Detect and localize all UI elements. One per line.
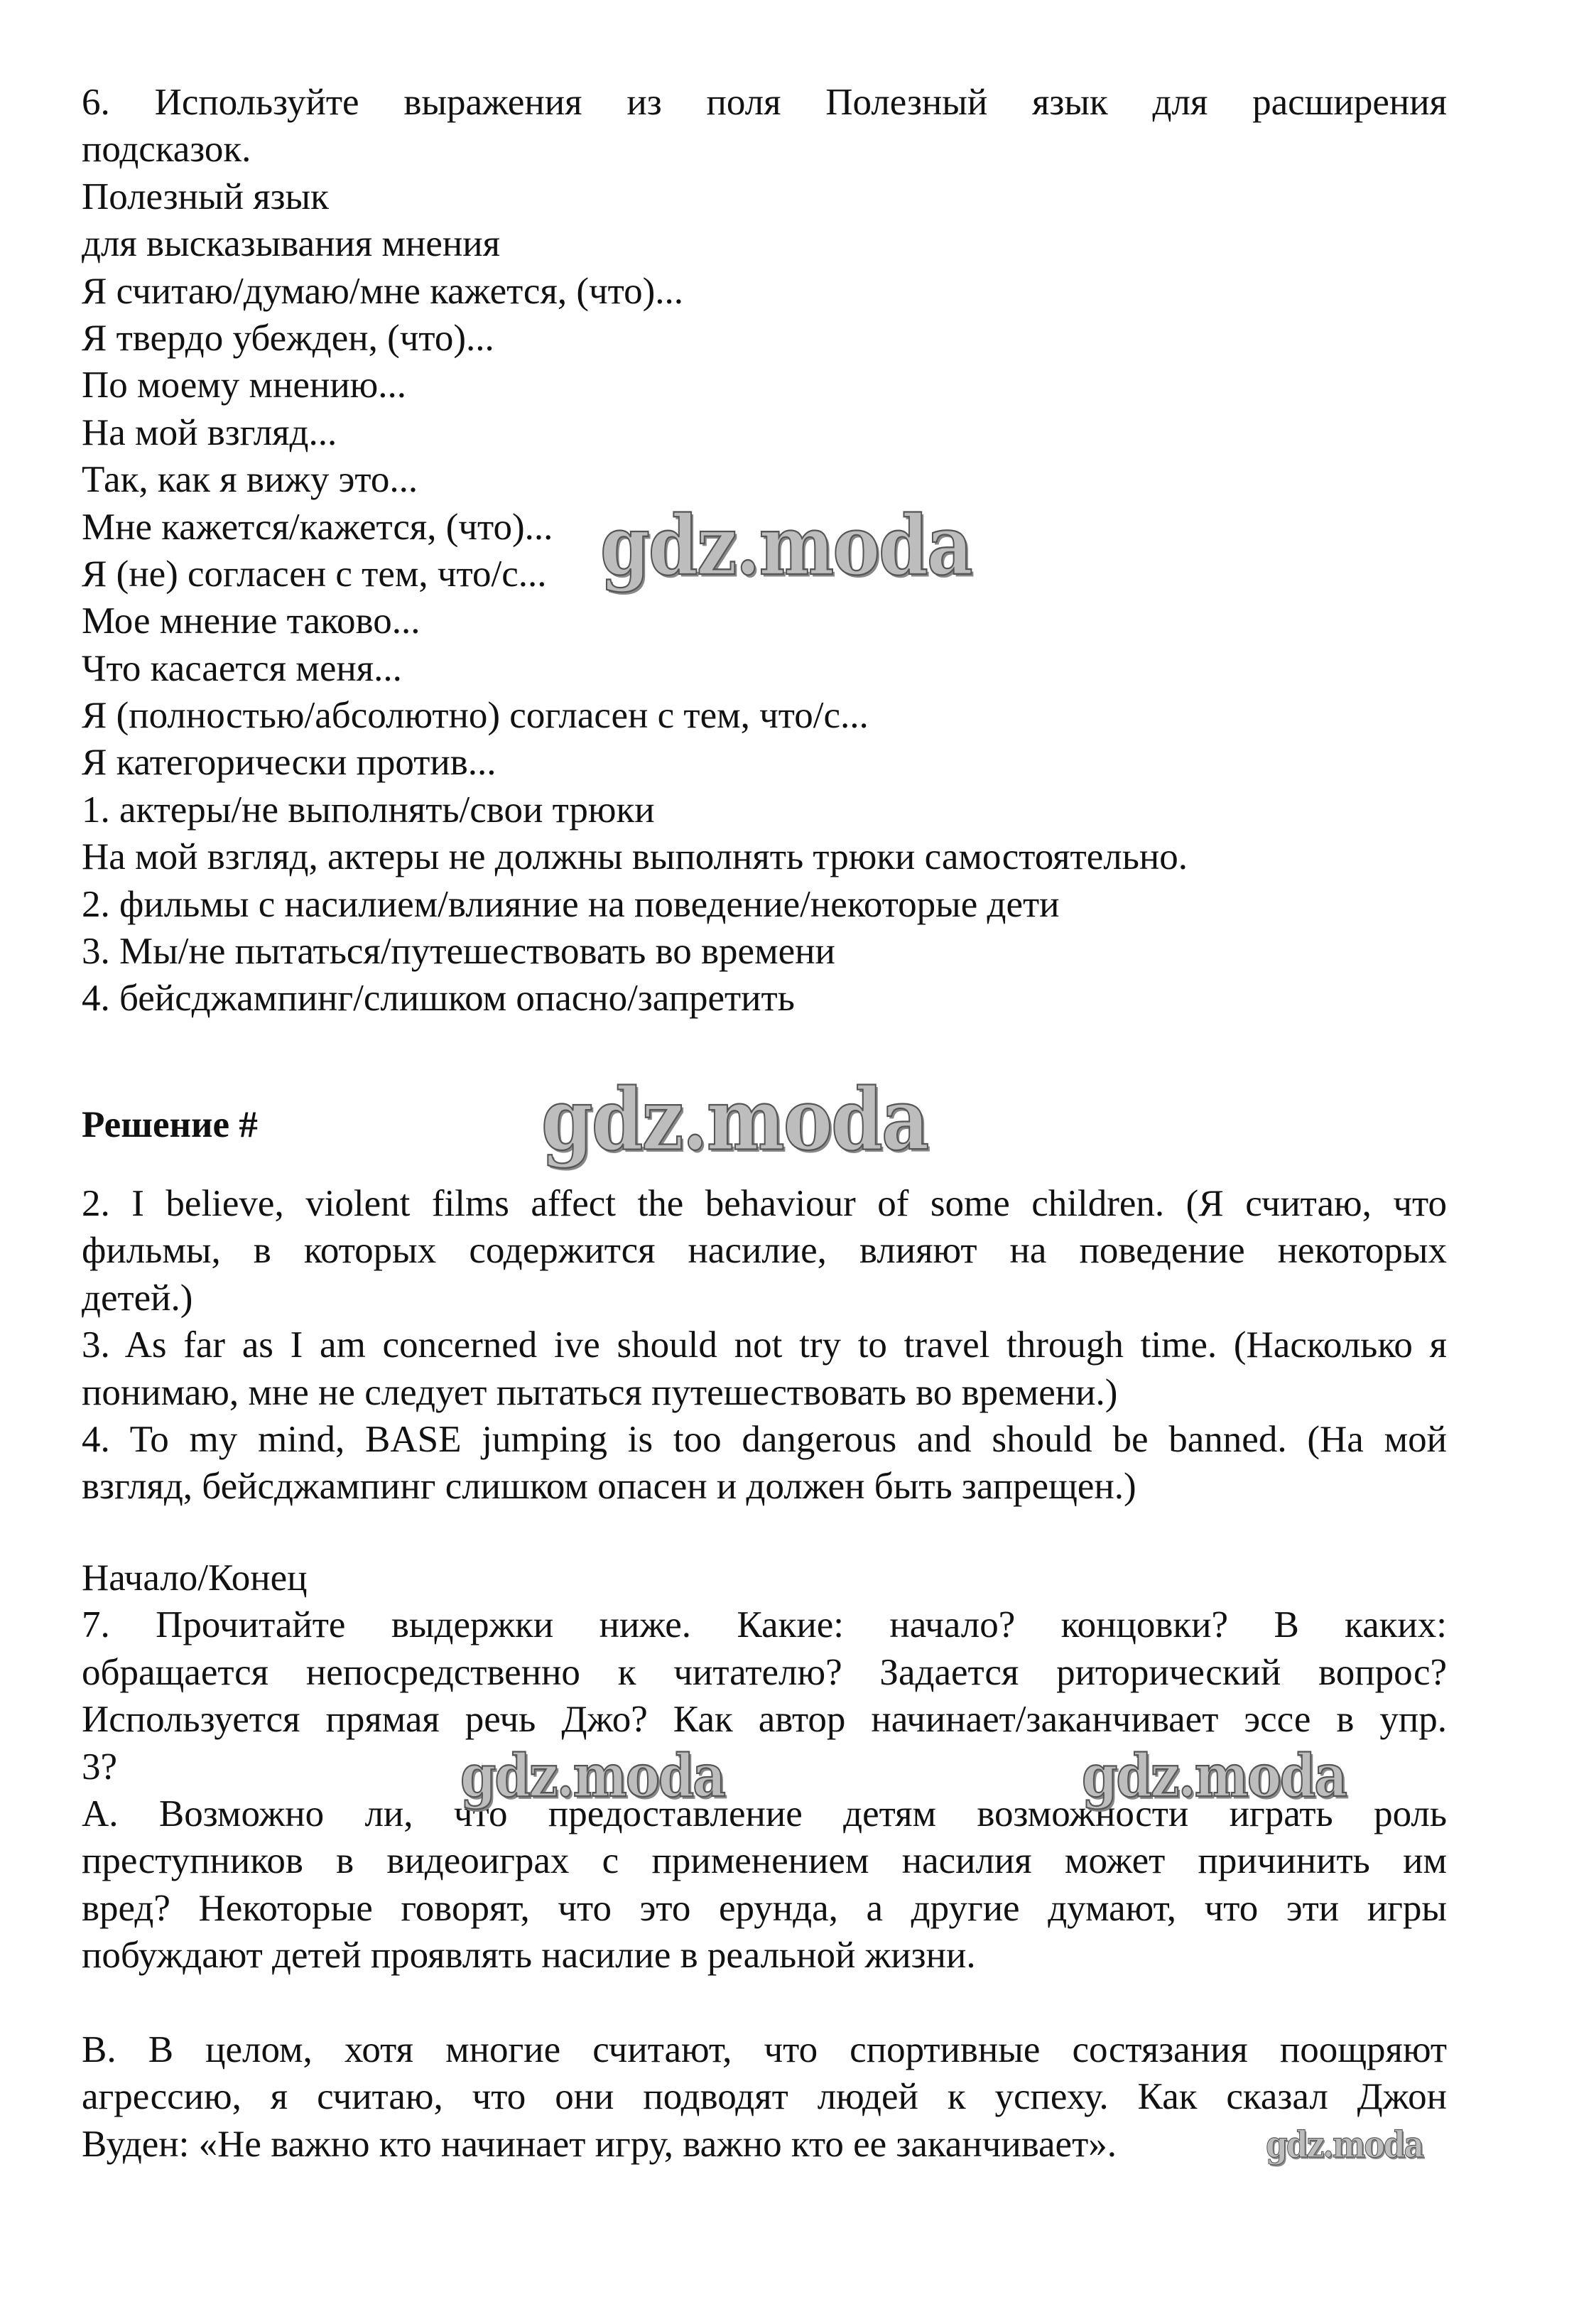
text-line: 1. актеры/не выполнять/свои трюки xyxy=(82,789,655,831)
text-line: обращается непосредственно к читателю? Задается риторический вопрос? xyxy=(82,1651,1447,1693)
text-line: Я считаю/думаю/мне кажется, (что)... xyxy=(82,270,683,312)
text-line: взгляд, бейсджампинг слишком опасен и должен быть запрещен.) xyxy=(82,1466,1136,1508)
text-line: 3? xyxy=(82,1746,118,1788)
watermark: gdz.moda xyxy=(541,1069,928,1170)
text-line: вред? Некоторые говорят, что это ерунда, а другие думают, что эти игры xyxy=(82,1887,1447,1929)
text-line: По моему мнению... xyxy=(82,364,407,406)
text-line: В. В целом, хотя многие считают, что спортивные состязания поощряют xyxy=(82,2029,1447,2070)
text-line: 7. Прочитайте выдержки ниже. Какие: начало? концовки? В каких: xyxy=(82,1604,1447,1646)
watermark: gdz.moda xyxy=(1266,2124,1423,2166)
text-line: 3. As far as I am concerned ive should not try to travel through time. (Насколько я xyxy=(82,1324,1447,1366)
solution-heading: Решение # xyxy=(82,1104,258,1145)
watermark: gdz.moda xyxy=(600,497,972,594)
text-line: фильмы, в которых содержится насилие, влияют на поведение некоторых xyxy=(82,1230,1447,1272)
text-line: Мое мнение таково... xyxy=(82,600,420,642)
text-line: 6. Используйте выражения из поля Полезный язык для расширения xyxy=(82,82,1447,123)
text-line: Я (полностью/абсолютно) согласен с тем, что/с... xyxy=(82,695,869,737)
text-line: Что касается меня... xyxy=(82,647,402,689)
text-line: Используется прямая речь Джо? Как автор начинает/заканчивает эссе в упр. xyxy=(82,1699,1447,1741)
text-line: А. Возможно ли, что предоставление детям возможности играть роль xyxy=(82,1793,1447,1834)
text-line: 2. фильмы с насилием/влияние на поведение/некоторые дети xyxy=(82,883,1060,925)
text-line: побуждают детей проявлять насилие в реальной жизни. xyxy=(82,1935,976,1977)
text-line: 4. To my mind, BASE jumping is too dangerous and should be banned. (На мой xyxy=(82,1418,1447,1460)
excerpt-b-block xyxy=(82,2026,1447,2168)
text-line: На мой взгляд, актеры не должны выполнять трюки самостоятельно. xyxy=(82,836,1188,878)
watermark: gdz.moda xyxy=(1082,1741,1346,1810)
text-line: Мне кажется/кажется, (что)... xyxy=(82,506,553,548)
text-line: Я категорически против... xyxy=(82,742,497,784)
text-line: понимаю, мне не следует пытаться путешествовать во времени.) xyxy=(82,1371,1118,1413)
text-line: 2. I believe, violent films affect the behaviour of some children. (Я считаю, что xyxy=(82,1183,1447,1224)
text-line: 4. бейсджампинг/слишком опасно/запретить xyxy=(82,978,795,1020)
watermark: gdz.moda xyxy=(460,1741,725,1810)
text-line: подсказок. xyxy=(82,129,251,171)
text-line: На мой взгляд... xyxy=(82,411,337,453)
text-line: преступников в видеоиграх с применением насилия может причинить им xyxy=(82,1840,1447,1882)
text-line: Я твердо убежден, (что)... xyxy=(82,317,494,359)
text-line: детей.) xyxy=(82,1277,193,1319)
text-line: Так, как я вижу это... xyxy=(82,459,418,501)
text-line: для высказывания мнения xyxy=(82,223,500,265)
text-line: Я (не) согласен с тем, что/с... xyxy=(82,553,547,595)
text-line: Начало/Конец xyxy=(82,1557,308,1599)
solution-answers-block xyxy=(82,1180,1447,1510)
text-line: 3. Мы/не пытаться/путешествовать во времени xyxy=(82,931,835,973)
text-line: агрессию, я считаю, что они подводят людей к успеху. Как сказал Джон xyxy=(82,2076,1447,2118)
text-line: Вуден: «Не важно кто начинает игру, важно кто ее заканчивает». xyxy=(82,2123,1117,2165)
text-line: Полезный язык xyxy=(82,175,329,217)
